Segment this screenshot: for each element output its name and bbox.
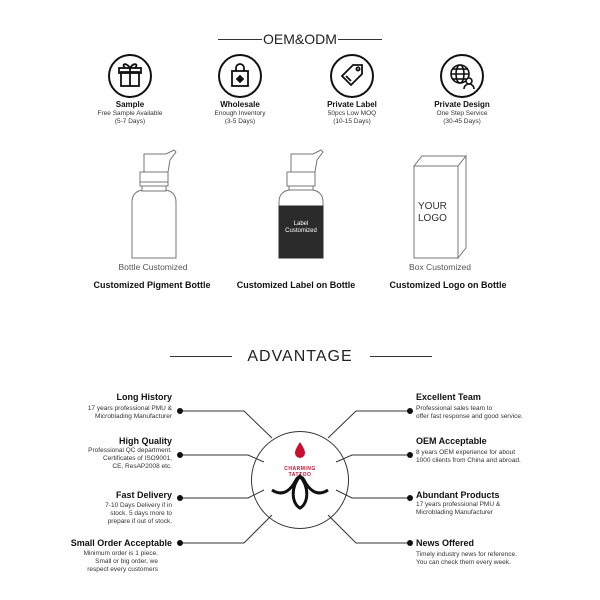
- box-logo-line-1: YOUR: [418, 201, 447, 212]
- connector-dot: [177, 408, 183, 414]
- advantage-text-excellent-team-1: Professional sales team to: [416, 405, 493, 412]
- connector-dot: [407, 540, 413, 546]
- logo-brand-text: CHARMING TATTOO: [284, 466, 316, 478]
- advantage-text-small-order-1: Minimum order is 1 piece.: [83, 550, 158, 557]
- title-customized-logo-on-bottle: Customized Logo on Bottle: [389, 280, 507, 290]
- advantage-text-high-quality-1: Professional QC department.: [88, 447, 172, 454]
- service-sub-sample-1: Free Sample Available: [97, 110, 163, 117]
- advantage-title-long-history: Long History: [116, 392, 172, 402]
- service-title-sample: Sample: [115, 100, 145, 109]
- advantage-text-high-quality-2: Certificates of ISO9001,: [102, 455, 172, 462]
- connector-dot: [177, 495, 183, 501]
- connector-dot: [177, 452, 183, 458]
- advantage-text-oem-acceptable-2: 1000 clients from China and abroad.: [416, 457, 521, 464]
- advantage-title-fast-delivery: Fast Delivery: [115, 490, 172, 500]
- advantage-text-long-history-2: Microblading Manufacturer: [95, 413, 172, 420]
- advantage-text-news-offered-2: You can check them every week.: [416, 559, 511, 566]
- service-sub-private-label-2: (10-15 Days): [333, 118, 371, 125]
- advantage-text-abundant-products-2: Microblading Manufacturer: [416, 509, 493, 516]
- title-customized-pigment-bottle: Customized Pigment Bottle: [93, 280, 211, 290]
- box-logo-line-2: LOGO: [418, 213, 447, 224]
- advantage-text-small-order-2: Small or big order, we: [95, 558, 158, 565]
- advantage-title-news-offered: News Offered: [416, 538, 475, 548]
- service-sub-wholesale-1: Enough Inventory: [214, 110, 266, 117]
- connector-dot: [407, 452, 413, 458]
- connector-dot: [407, 495, 413, 501]
- advantage-text-oem-acceptable-1: 8 years OEM experience for about: [416, 449, 515, 456]
- advantage-title-small-order: Small Order Acceptable: [70, 538, 172, 548]
- service-sub-private-design-2: (30-45 Days): [443, 118, 481, 125]
- advantage-text-fast-delivery-2: stock. 5 days more to: [110, 510, 172, 517]
- service-sub-private-label-1: 50pcs Low MOQ: [327, 110, 377, 117]
- advantage-text-small-order-3: respect every customers: [87, 566, 158, 573]
- caption-bottle-customized: Bottle Customized: [118, 262, 188, 272]
- service-sub-private-design-1: One Step Service: [436, 110, 488, 117]
- advantage-title-abundant-products: Abundant Products: [416, 490, 500, 500]
- connector-dot: [177, 540, 183, 546]
- bottle-label-line-1: Label: [293, 221, 309, 227]
- charming-tattoo-logo: [251, 431, 349, 529]
- service-title-private-label: Private Label: [327, 100, 377, 109]
- advantage-text-news-offered-1: Timely industry news for reference.: [416, 551, 517, 558]
- service-sub-sample-2: (5-7 Days): [114, 118, 146, 125]
- advantage-text-abundant-products-1: 17 years professional PMU &: [416, 501, 501, 508]
- service-sub-wholesale-2: (3-5 Days): [224, 118, 256, 125]
- connector-dot: [407, 408, 413, 414]
- service-title-wholesale: Wholesale: [220, 100, 260, 109]
- advantage-text-high-quality-3: CE, ResAP2008 etc.: [112, 463, 172, 470]
- advantage-title-oem-acceptable: OEM Acceptable: [416, 436, 487, 446]
- advantage-title-high-quality: High Quality: [118, 436, 172, 446]
- caption-box-customized: Box Customized: [409, 262, 471, 272]
- bottle-label-line-2: Customized: [285, 228, 317, 234]
- advantage-text-long-history-1: 17 years professional PMU &: [87, 405, 172, 412]
- advantage-header: ADVANTAGE: [247, 348, 353, 365]
- advantage-text-excellent-team-2: offer fast response and good service.: [416, 413, 523, 420]
- advantage-text-fast-delivery-3: prepare if out of stock.: [107, 518, 172, 525]
- service-title-private-design: Private Design: [434, 100, 490, 109]
- oem-header: OEM&ODM: [263, 31, 337, 47]
- title-customized-label-on-bottle: Customized Label on Bottle: [236, 280, 356, 290]
- advantage-text-fast-delivery-1: 7-10 Days Delivery if in: [105, 502, 172, 509]
- advantage-title-excellent-team: Excellent Team: [416, 392, 481, 402]
